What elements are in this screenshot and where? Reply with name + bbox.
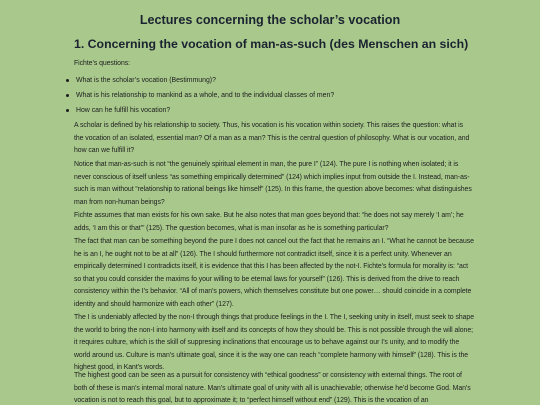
body-paragraph: The highest good can be seen as a pursuit for consistency with “ethical goodness” or consistency with external things. The root of both of these is man’s internal moral nature. Man’s ultimate goal of unity with all is unachievable; otherwise he’d become God. Man’s vocation is not to reach this goal, but to approximate it; to “perfect himself without end” (129). This is the vocation of an [74,372,471,405]
question-item [66,103,486,118]
question-list [66,73,486,118]
section-heading: 1. Concerning the vocation of man-as-such (des Menschen an sich) [74,37,469,51]
question-item [66,73,486,88]
question-text: What is the scholar’s vocation (Bestimmung)? [76,77,216,84]
body-paragraph: A scholar is defined by his relationship to society. Thus, his vocation is his vocation within society. This raises the question: what is the vocation of an isolated, essential man? Of a man as a man? This is the central question of philosophy. What is our vocation, and how can we fulfill it? [74,122,470,155]
document-title: Lectures concerning the scholar’s vocation [139,13,401,27]
body-paragraph: Fichte assumes that man exists for his own sake. But he also notes that man goes beyond that: “he does not say merely ‘I am’; he adds, ‘I am this or that’” (125). The question becomes, what is man insofar as he is something particular? [74,212,464,232]
question-text: What is his relationship to mankind as a whole, and to the individual classes of men? [76,92,335,99]
question-text: How can he fulfill his vocation? [76,107,171,114]
bullet-icon [66,109,69,112]
question-item [66,88,486,103]
bullet-icon [66,94,69,97]
bullet-icon [66,79,69,82]
body-paragraph: The fact that man can be something beyond the pure I does not cancel out the fact that he remains an I. “What he cannot be because he is an I, he ought not to be at all” (126). The I should furthermore not contradict itself, since it is a perfect unity. Whenever an empirically determined I contradicts itself, it is evidence that this I has been affected by the not-I. Fichte’s formula for morality is: “act so that you could consider the maxims fo your willing to be eternal laws for yourself” (126). This is derived from the drive to reach consistency within the I’s behavior. “All of man’s powers, which themselves constitute but one power… should coincide in a complete identity and should harmonize with each other” (127). [74,238,474,308]
body-paragraph: Notice that man-as-such is not “the genuinely spiritual element in man, the pure I” (124). The pure I is nothing when isolated; it is never conscious of itself unless “as something empirically determined” (124) which implies input from outside the I. Instead, man-as-such is man without “relationship to rational beings like himself” (125). In this frame, the question above becomes: what distinguishes man from non-human beings? [74,161,472,206]
body-paragraph: The I is undeniably affected by the non-I through things that produce feelings in the I. The I, seeking unity in itself, must seek to shape the world to bring the non-I into harmony with itself and its concepts of how they should be. This is not possible through the will alone; it requires culture, which is the skill of suppresing inclinations that encourage us to behave against our I’s unity, and to modify the world around us. Culture is man’s ultimate goal, since it is the way one can reach “complete harmony with himself” (128). This is the highest good, in Kant’s words. [74,314,474,372]
questions-label: Fichte’s questions: [74,60,130,67]
